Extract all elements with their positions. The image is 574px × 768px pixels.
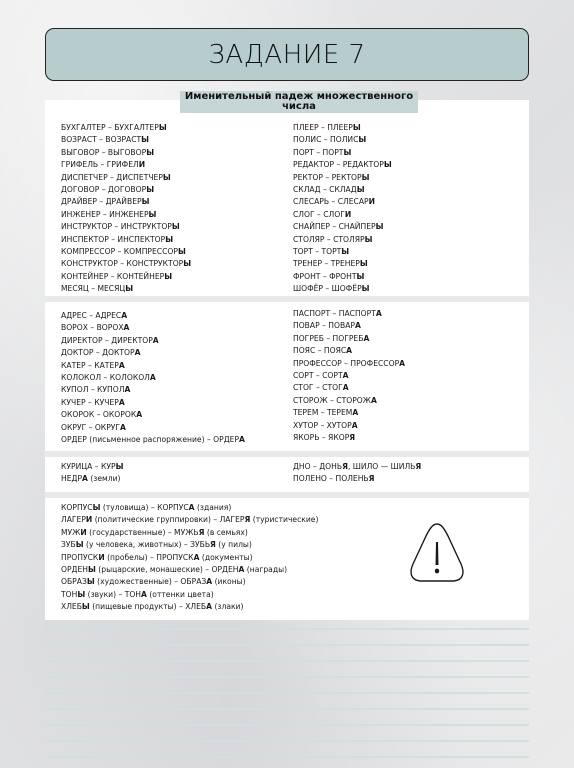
word-text: ЛАГЕР (61, 515, 86, 525)
ending-letter: А (134, 348, 141, 358)
ending-letter: Ы (115, 462, 124, 471)
word-pair-row (61, 258, 191, 270)
ending-letter: А (141, 589, 147, 599)
section1-right-column (293, 122, 392, 295)
ending-letter: А (82, 474, 88, 484)
ending-letter: И (85, 515, 93, 525)
word-pair-row (61, 461, 123, 473)
ending-letter: А (342, 383, 349, 393)
word-text: , ШИЛО — ШИЛЬ (347, 462, 416, 471)
word-pair-row (293, 134, 392, 146)
word-text: КУПОЛ – КУПОЛ (61, 385, 125, 395)
word-text: ХЛЕБ (61, 602, 82, 612)
word-pair-row (293, 184, 392, 196)
word-text: (пробелы) – ПРОПУСК (104, 552, 194, 562)
word-text: (у человека, животных) – ЗУБЬ (83, 540, 211, 550)
word-text: ОРДЕР (письменное распоряжение) – ОРДЕР (61, 434, 240, 444)
word-text: ДРАЙВЕР – ДРАЙВЕР (61, 197, 142, 207)
ending-letter: Ы (352, 123, 361, 132)
word-pair-row (293, 432, 405, 444)
ending-letter: Ы (177, 246, 186, 256)
ending-letter: Ы (162, 172, 171, 182)
word-text: ПОЯС – ПОЯС (293, 346, 347, 356)
homonym-row (61, 589, 318, 601)
word-text: СНАЙПЕР – СНАЙПЕР (293, 222, 376, 232)
word-text: (земли) (87, 474, 121, 484)
ending-letter: А (238, 564, 245, 574)
word-text: СЛЕСАРЬ – СЛЕСАР (293, 197, 369, 207)
ending-letter: Ы (164, 271, 173, 281)
word-pair-row (293, 209, 392, 221)
word-pair-row (61, 397, 245, 409)
ending-letter: Я (368, 474, 375, 484)
word-text: ОКОРОК – ОКОРОК (61, 410, 137, 420)
ending-letter: Ы (81, 602, 90, 612)
ending-letter: А (124, 385, 131, 395)
ending-letter: Я (349, 432, 356, 442)
word-pair-row (61, 209, 191, 221)
ending-letter: Ы (383, 160, 392, 170)
ending-letter: А (123, 323, 130, 333)
homonym-row (61, 552, 318, 564)
word-pair-row (293, 122, 392, 134)
word-pair-row (293, 234, 392, 246)
word-text: МЕСЯЦ – МЕСЯЦ (61, 284, 126, 294)
ending-letter: Ы (141, 135, 150, 145)
word-text: ДИСПЕТЧЕР – ДИСПЕТЧЕР (61, 172, 163, 182)
word-text: ДОГОВОР – ДОГОВОР (61, 184, 147, 194)
ending-letter: Я (342, 462, 348, 471)
ruled-line (45, 676, 529, 678)
word-pair-row (293, 258, 392, 270)
word-text: ПОЛЕНО – ПОЛЕНЬ (293, 474, 369, 484)
word-pair-row (293, 333, 405, 345)
word-text: ГРИФЕЛЬ – ГРИФЕЛ (61, 160, 139, 170)
ending-letter: А (121, 311, 128, 320)
word-pair-row (293, 407, 405, 419)
word-text: ОКРУГ – ОКРУГ (61, 422, 121, 432)
word-pair-row (61, 134, 191, 146)
word-pair-row (293, 159, 392, 171)
ending-letter: Ы (375, 222, 384, 232)
word-text: (звуки) – ТОН (85, 589, 142, 599)
ending-letter: Я (198, 527, 205, 537)
word-text: ДИРЕКТОР – ДИРЕКТОР (61, 335, 153, 345)
word-pair-row (293, 196, 392, 208)
section1-left-column (61, 122, 191, 295)
word-text: МУЖ (61, 527, 81, 537)
word-text: ЯКОРЬ – ЯКОР (293, 432, 350, 442)
ruled-line (45, 724, 529, 726)
word-text: ЗУБ (61, 540, 76, 550)
ending-letter: И (80, 527, 87, 537)
word-text: КОЛОКОЛ – КОЛОКОЛ (61, 372, 150, 382)
word-text: (пищевые продукты) – ХЛЕБ (89, 602, 207, 612)
word-text: ПОВАР – ПОВАР (293, 321, 355, 331)
word-text: РЕКТОР – РЕКТОР (293, 172, 362, 182)
ending-letter: Ы (77, 589, 86, 599)
ending-letter: Ы (361, 284, 370, 294)
word-text: ПРОПУСК (61, 552, 99, 562)
word-text: ПОГРЕБ – ПОГРЕБ (293, 333, 364, 343)
word-pair-row (61, 434, 245, 446)
word-pair-row (293, 246, 392, 258)
word-pair-row (61, 271, 191, 283)
ending-letter: А (239, 434, 245, 444)
word-text: (художественные) – ОБРАЗ (94, 577, 207, 587)
word-text: НЕДР (61, 474, 83, 484)
warning-icon (408, 520, 466, 586)
ruled-line (45, 692, 529, 694)
word-text: ПРОФЕССОР – ПРОФЕССОР (293, 358, 400, 368)
word-text: (рыцарские, монашеские) – ОРДЕН (95, 564, 239, 574)
ending-letter: И (344, 209, 352, 219)
homonym-row (61, 564, 318, 576)
ending-letter: Ы (88, 564, 96, 574)
ending-letter: Ы (361, 172, 370, 182)
ending-letter: Ы (148, 209, 157, 219)
word-text: СТОГ – СТОГ (293, 383, 343, 393)
page-title: ЗАДАНИЕ 7 (208, 39, 366, 70)
homonym-row (61, 576, 318, 588)
word-text: (политические группировки) – ЛАГЕР (92, 515, 245, 525)
word-text: ТОН (61, 589, 78, 599)
word-text: ИНСПЕКТОР – ИНСПЕКТОР (61, 234, 166, 244)
word-text: (государственные) – МУЖЬ (86, 527, 199, 537)
ending-letter: А (206, 602, 213, 612)
word-text: (у пилы) (215, 540, 252, 550)
word-text: КОМПРЕССОР – КОМПРЕССОР (61, 246, 178, 256)
word-pair-row (293, 320, 405, 332)
ending-letter: Я (210, 540, 216, 550)
ending-letter: Ы (86, 577, 95, 587)
word-text: СТОЛЯР – СТОЛЯР (293, 234, 365, 244)
word-pair-row (293, 271, 392, 283)
ending-letter: А (188, 503, 195, 512)
word-text: (туловища) – КОРПУС (100, 503, 189, 512)
word-text: КУЧЕР – КУЧЕР (61, 397, 119, 407)
word-pair-row (61, 409, 245, 421)
ending-letter: А (206, 577, 213, 587)
word-pair-row (293, 221, 392, 233)
ending-letter: Ы (171, 222, 180, 232)
word-text: КУРИЦА – КУР (61, 462, 116, 471)
ruled-lines (45, 626, 529, 768)
word-pair-row (61, 147, 191, 159)
word-text: (иконы) (212, 577, 246, 587)
word-pair-row (61, 122, 191, 134)
word-pair-row (293, 420, 405, 432)
ruled-line (45, 708, 529, 710)
word-text: ВЫГОВОР – ВЫГОВОР (61, 147, 147, 157)
word-text: СТОРОЖ – СТОРОЖ (293, 395, 371, 405)
ending-letter: И (98, 552, 105, 562)
ending-letter: Я (244, 515, 251, 525)
word-text: (награды) (244, 564, 288, 574)
ending-letter: А (118, 397, 125, 407)
word-text: ДОКТОР – ДОКТОР (61, 348, 135, 358)
word-text: БУХГАЛТЕР – БУХГАЛТЕР (61, 123, 159, 132)
ending-letter: А (342, 370, 349, 380)
ending-letter: Ы (341, 246, 350, 256)
ruled-line (45, 660, 529, 662)
section3-right-column (293, 461, 421, 486)
ruled-line (45, 740, 529, 742)
word-pair-row (61, 322, 245, 334)
ruled-line (45, 644, 529, 646)
word-pair-row (61, 159, 191, 171)
ending-letter: Ы (343, 147, 352, 157)
ending-letter: Ы (364, 234, 373, 244)
ending-letter: Ы (359, 259, 368, 269)
word-text: ПОРТ – ПОРТ (293, 147, 344, 157)
ending-letter: А (354, 321, 361, 331)
word-text: ТЕРЕМ – ТЕРЕМ (293, 408, 353, 418)
word-pair-row (61, 384, 245, 396)
word-text: (злаки) (212, 602, 244, 612)
word-pair-row (293, 358, 405, 370)
word-pair-row (61, 246, 191, 258)
word-text: ПЛЕЕР – ПЛЕЕР (293, 123, 353, 132)
ending-letter: А (363, 333, 370, 343)
word-text: (туристические) (250, 515, 319, 525)
word-pair-row (61, 196, 191, 208)
ending-letter: А (352, 408, 359, 418)
word-pair-row (293, 172, 392, 184)
word-text: РЕДАКТОР – РЕДАКТОР (293, 160, 384, 170)
ending-letter: А (193, 552, 200, 562)
word-pair-row (61, 234, 191, 246)
word-text: ДНО – ДОНЬ (293, 462, 343, 471)
word-text: ОРДЕН (61, 564, 88, 574)
word-pair-row (293, 395, 405, 407)
word-text: КАТЕР – КАТЕР (61, 360, 119, 370)
ending-letter: А (149, 372, 156, 382)
word-pair-row (61, 372, 245, 384)
ending-letter: Ы (183, 259, 192, 269)
word-text: ПАСПОРТ – ПАСПОРТ (293, 309, 376, 318)
ending-letter: А (370, 395, 377, 405)
section-divider (45, 296, 529, 302)
word-text: СКЛАД – СКЛАД (293, 184, 357, 194)
word-text: ВОРОХ – ВОРОХ (61, 323, 124, 333)
section2-right-column (293, 308, 405, 444)
homonym-row (61, 601, 318, 613)
word-text: (документы) (199, 552, 253, 562)
word-pair-row (293, 308, 405, 320)
word-text: ВОЗРАСТ – ВОЗРАСТ (61, 135, 142, 145)
ending-letter: Я (415, 462, 422, 471)
word-pair-row (293, 382, 405, 394)
section3-left-column (61, 461, 123, 486)
title-box (45, 28, 529, 81)
word-pair-row (293, 473, 421, 485)
word-text: (здания) (194, 503, 232, 512)
section-subtitle: Именительный падеж множественного числа (180, 91, 418, 113)
section-divider (45, 492, 529, 498)
word-pair-row (61, 172, 191, 184)
word-text: ХУТОР – ХУТОР (293, 420, 352, 430)
ending-letter: И (138, 160, 146, 170)
word-text: КОНТЕЙНЕР – КОНТЕЙНЕР (61, 271, 165, 281)
word-pair-row (61, 347, 245, 359)
word-text: ФРОНТ – ФРОНТ (293, 271, 357, 281)
word-text: КОРПУС (61, 503, 93, 512)
ruled-line (45, 756, 529, 758)
word-text: (оттенки цвета) (146, 589, 214, 599)
ending-letter: Ы (75, 540, 84, 550)
ending-letter: И (368, 197, 375, 207)
ending-letter: А (136, 410, 143, 420)
word-text: (в семьях) (204, 527, 248, 537)
ending-letter: А (346, 346, 353, 356)
homonym-row (61, 514, 318, 526)
word-text: СЛОГ – СЛОГ (293, 209, 345, 219)
word-text: ОБРАЗ (61, 577, 87, 587)
word-pair-row (293, 370, 405, 382)
section-divider (45, 451, 529, 457)
word-text: ТРЕНЕР – ТРЕНЕР (293, 259, 360, 269)
word-text: ИНСТРУКТОР – ИНСТРУКТОР (61, 222, 172, 232)
word-pair-row (61, 360, 245, 372)
homonym-row (61, 527, 318, 539)
section4-list (61, 502, 318, 614)
section2-left-column (61, 310, 245, 446)
word-pair-row (61, 283, 191, 295)
ending-letter: Ы (146, 184, 155, 194)
word-pair-row (293, 147, 392, 159)
ending-letter: А (120, 422, 126, 432)
word-pair-row (61, 221, 191, 233)
ending-letter: Ы (356, 271, 365, 281)
ending-letter: А (351, 420, 358, 430)
ending-letter: Ы (158, 123, 167, 132)
word-text: ТОРТ – ТОРТ (293, 246, 342, 256)
ending-letter: А (152, 335, 159, 345)
ending-letter: Ы (358, 135, 367, 145)
ruled-line (45, 628, 529, 630)
ending-letter: Ы (92, 503, 101, 512)
word-text: АДРЕС – АДРЕС (61, 311, 122, 320)
word-text: ШОФЁР – ШОФЁР (293, 284, 362, 294)
word-pair-row (61, 310, 245, 322)
homonym-row (61, 502, 318, 514)
homonym-row (61, 539, 318, 551)
ending-letter: А (375, 309, 382, 318)
ending-letter: Ы (165, 234, 174, 244)
ending-letter: А (118, 360, 125, 370)
word-pair-row (61, 473, 123, 485)
word-pair-row (61, 184, 191, 196)
word-pair-row (293, 461, 421, 473)
word-pair-row (61, 335, 245, 347)
word-text: ИНЖЕНЕР – ИНЖЕНЕР (61, 209, 149, 219)
word-pair-row (61, 422, 245, 434)
word-pair-row (293, 345, 405, 357)
ending-letter: Ы (125, 284, 134, 294)
ending-letter: Ы (146, 147, 155, 157)
word-text: ПОЛИС – ПОЛИС (293, 135, 359, 145)
ending-letter: А (399, 358, 406, 368)
ending-letter: Ы (141, 197, 150, 207)
word-text: СОРТ – СОРТ (293, 370, 343, 380)
word-pair-row (293, 283, 392, 295)
ending-letter: Ы (356, 184, 365, 194)
word-text: КОНСТРУКТОР – КОНСТРУКТОР (61, 259, 184, 269)
